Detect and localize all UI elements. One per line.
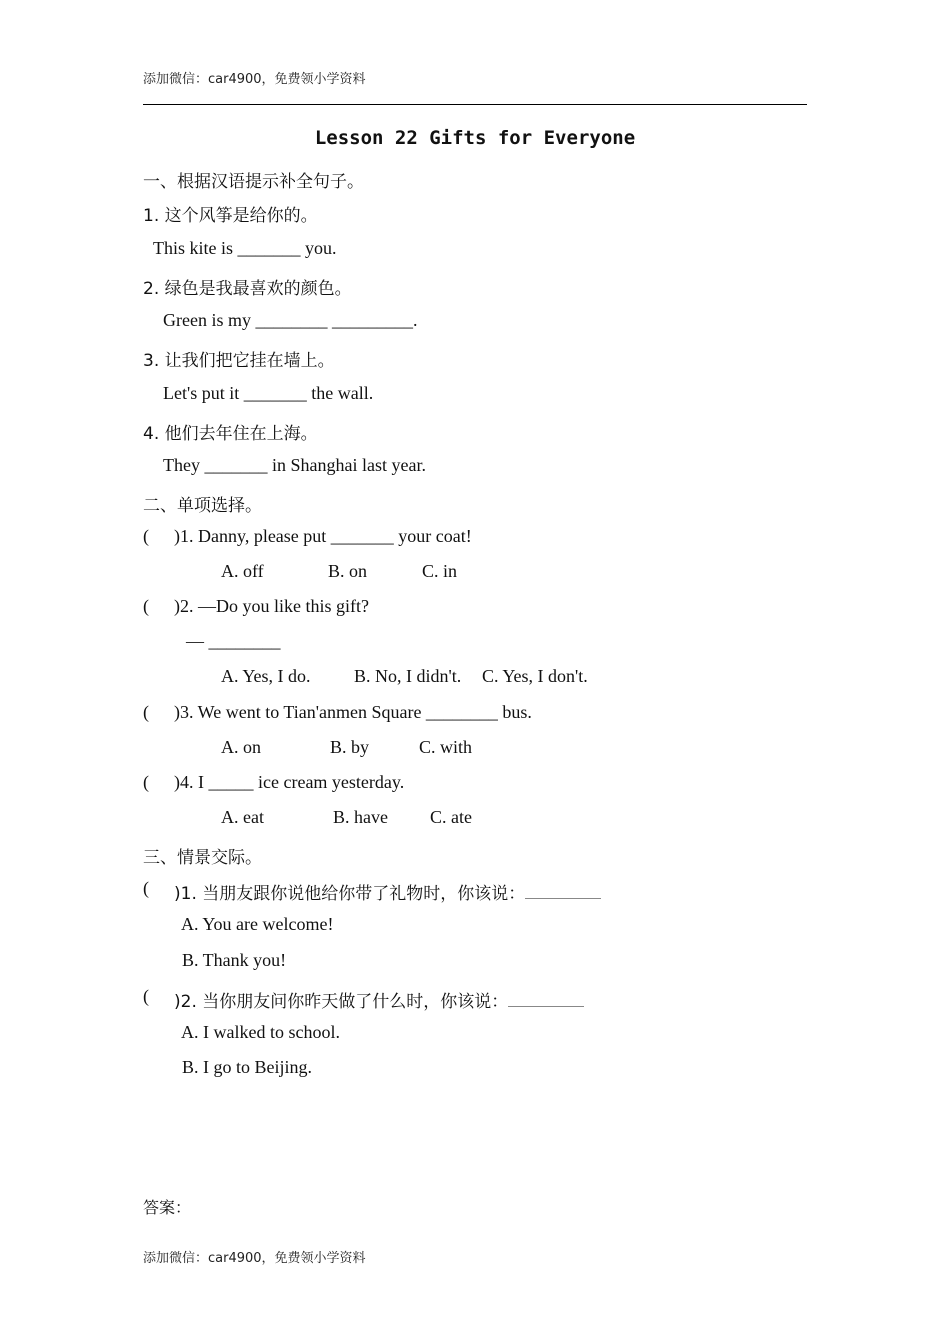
s1-item-2-chinese: 2. 绿色是我最喜欢的颜色。 <box>143 279 352 299</box>
s3-q2-answer-paren: ( <box>143 986 149 1006</box>
s1-item-3-chinese: 3. 让我们把它挂在墙上。 <box>143 351 335 371</box>
s2-q1-option-c: C. in <box>422 561 458 581</box>
s3-q1-stem-text: )1. 当朋友跟你说他给你带了礼物时，你该说： <box>174 884 526 904</box>
s3-q2-stem <box>174 987 584 1012</box>
s2-q3-option-a: A. on <box>221 737 261 757</box>
page-title: Lesson 22 Gifts for Everyone <box>314 127 636 149</box>
s2-q2-reply: — ________ <box>186 631 281 651</box>
s1-item-3-english: Let's put it _______ the wall. <box>163 383 374 403</box>
s2-q1-option-a: A. off <box>221 561 264 581</box>
s2-q2-stem: )2. —Do you like this gift? <box>174 596 369 616</box>
s2-q3-answer-paren: ( <box>143 702 149 722</box>
s2-q4-option-a: A. eat <box>221 807 264 827</box>
s2-q4-option-b: B. have <box>333 807 388 827</box>
s2-q1-stem: )1. Danny, please put _______ your coat! <box>174 526 472 546</box>
answer-label: 答案： <box>143 1198 192 1217</box>
section-1-heading: 一、根据汉语提示补全句子。 <box>143 172 364 192</box>
s2-q4-stem: )4. I _____ ice cream yesterday. <box>174 772 405 792</box>
s2-q3-stem: )3. We went to Tian'anmen Square ________ bus. <box>174 702 532 722</box>
s3-q1-option-b: B. Thank you! <box>182 950 287 970</box>
s1-item-4-chinese: 4. 他们去年住在上海。 <box>143 424 318 444</box>
footer-text: 添加微信：car4900，免费领小学资料 <box>143 1251 366 1266</box>
header-divider <box>143 104 807 105</box>
s2-q3-option-b: B. by <box>330 737 370 757</box>
s3-q2-option-a: A. I walked to school. <box>181 1022 340 1042</box>
s2-q2-option-a: A. Yes, I do. <box>221 666 311 686</box>
s1-item-1-english: This kite is _______ you. <box>153 238 337 258</box>
s3-q2-stem-text: )2. 当你朋友问你昨天做了什么时，你该说： <box>174 992 509 1012</box>
s2-q4-option-c: C. ate <box>430 807 472 827</box>
s2-q1-answer-paren: ( <box>143 526 149 546</box>
s1-item-1-chinese: 1. 这个风筝是给你的。 <box>143 206 318 226</box>
s2-q1-option-b: B. on <box>328 561 368 581</box>
s3-q2-option-b: B. I go to Beijing. <box>182 1057 312 1077</box>
s1-item-2-english: Green is my ________ _________. <box>163 310 418 330</box>
s1-item-4-english: They _______ in Shanghai last year. <box>163 455 426 475</box>
s2-q4-answer-paren: ( <box>143 772 149 792</box>
s2-q2-option-b: B. No, I didn't. <box>354 666 462 686</box>
s2-q2-answer-paren: ( <box>143 596 149 616</box>
s3-q1-answer-paren: ( <box>143 878 149 898</box>
s3-q1-option-a: A. You are welcome! <box>181 914 334 934</box>
section-3-heading: 三、情景交际。 <box>143 848 262 868</box>
s2-q2-option-c: C. Yes, I don't. <box>482 666 588 686</box>
header-text: 添加微信：car4900，免费领小学资料 <box>143 72 366 87</box>
section-2-heading: 二、单项选择。 <box>143 496 262 516</box>
s2-q3-option-c: C. with <box>419 737 473 757</box>
s3-q1-stem <box>174 879 601 904</box>
s3-q2-answer-blank <box>508 1005 584 1007</box>
s3-q1-answer-blank <box>525 897 601 899</box>
